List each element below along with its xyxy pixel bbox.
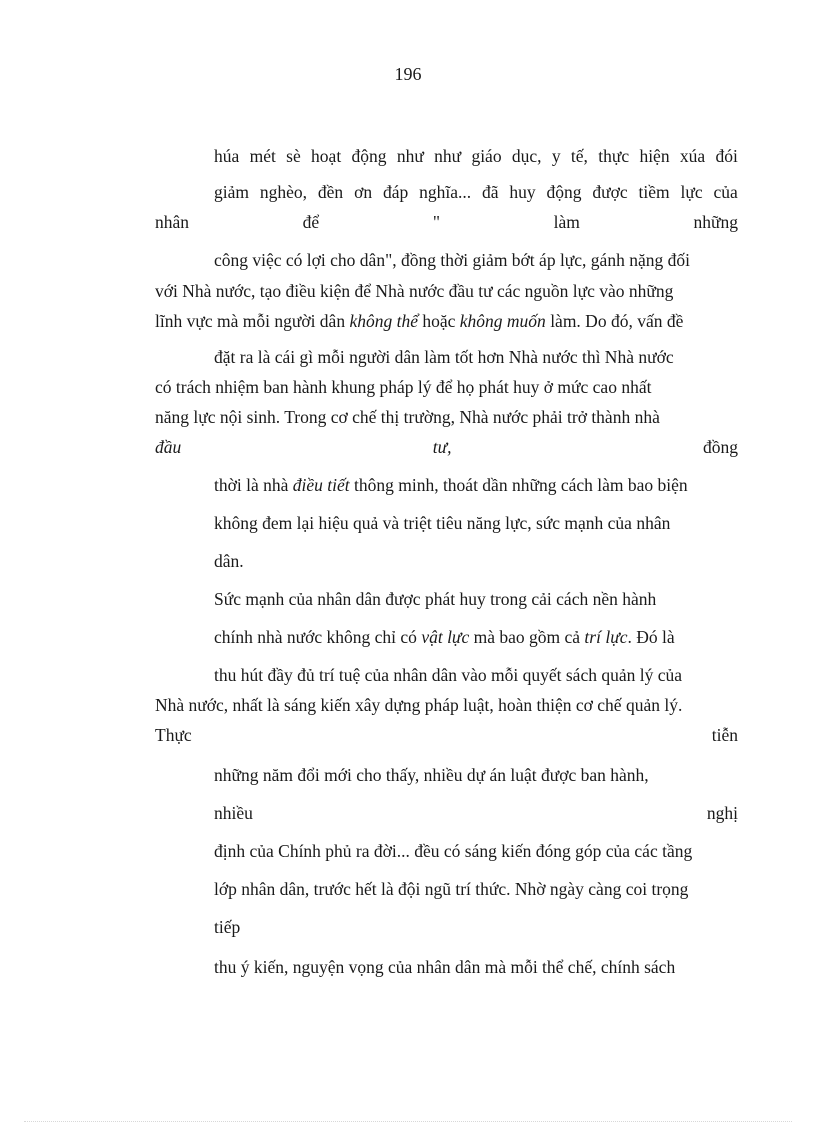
page-number: 196: [394, 64, 422, 84]
text-line: giảm nghèo, đền ơn đáp nghĩa... đã huy động được tiềm lực của: [214, 182, 738, 202]
text-line: có trách nhiệm ban hành khung pháp lý để họ phát huy ở mức cao nhất: [155, 377, 652, 397]
page-bottom-rule: [24, 1121, 792, 1122]
text-line: nhân để " làm những: [155, 212, 738, 232]
text-line: húa mét sè hoạt động như như giáo dục, y tế, thực hiện xúa đói: [214, 146, 738, 166]
text-line: Sức mạnh của nhân dân được phát huy trong cải cách nền hành: [214, 589, 657, 609]
text-line: thu ý kiến, nguyện vọng của nhân dân mà mỗi thể chế, chính sách: [214, 957, 676, 977]
text-line: đặt ra là cái gì mỗi người dân làm tốt hơn Nhà nước thì Nhà nước: [214, 347, 674, 367]
text-line: với Nhà nước, tạo điều kiện để Nhà nước đầu tư các nguồn lực vào những: [155, 281, 674, 301]
text-line: lĩnh vực mà mỗi người dân không thể hoặc không muốn làm. Do đó, vấn đề: [155, 311, 684, 331]
text-line: dân.: [214, 551, 244, 571]
text-line: định của Chính phủ ra đời... đều có sáng kiến đóng góp của các tầng: [214, 841, 693, 861]
text-line: đầu tư, đồng: [155, 437, 738, 457]
text-line: tiếp: [214, 917, 241, 937]
text-line: công việc có lợi cho dân", đồng thời giảm bớt áp lực, gánh nặng đối: [214, 250, 690, 270]
text-line: lớp nhân dân, trước hết là đội ngũ trí thức. Nhờ ngày càng coi trọng: [214, 879, 689, 899]
text-line: Nhà nước, nhất là sáng kiến xây dựng pháp luật, hoàn thiện cơ chế quản lý.: [155, 695, 683, 715]
text-line: thời là nhà điều tiết thông minh, thoát dần những cách làm bao biện: [214, 475, 688, 495]
text-line: thu hút đầy đủ trí tuệ của nhân dân vào mỗi quyết sách quản lý của: [214, 665, 682, 685]
text-line: chính nhà nước không chỉ có vật lực mà bao gồm cả trí lực. Đó là: [214, 627, 675, 647]
text-line: nhiều nghị: [214, 803, 738, 823]
text-line: năng lực nội sinh. Trong cơ chế thị trường, Nhà nước phải trở thành nhà: [155, 407, 660, 427]
text-line: Thực tiễn: [155, 725, 738, 745]
text-line: những năm đổi mới cho thấy, nhiều dự án luật được ban hành,: [214, 765, 649, 785]
text-line: không đem lại hiệu quả và triệt tiêu năng lực, sức mạnh của nhân: [214, 513, 671, 533]
